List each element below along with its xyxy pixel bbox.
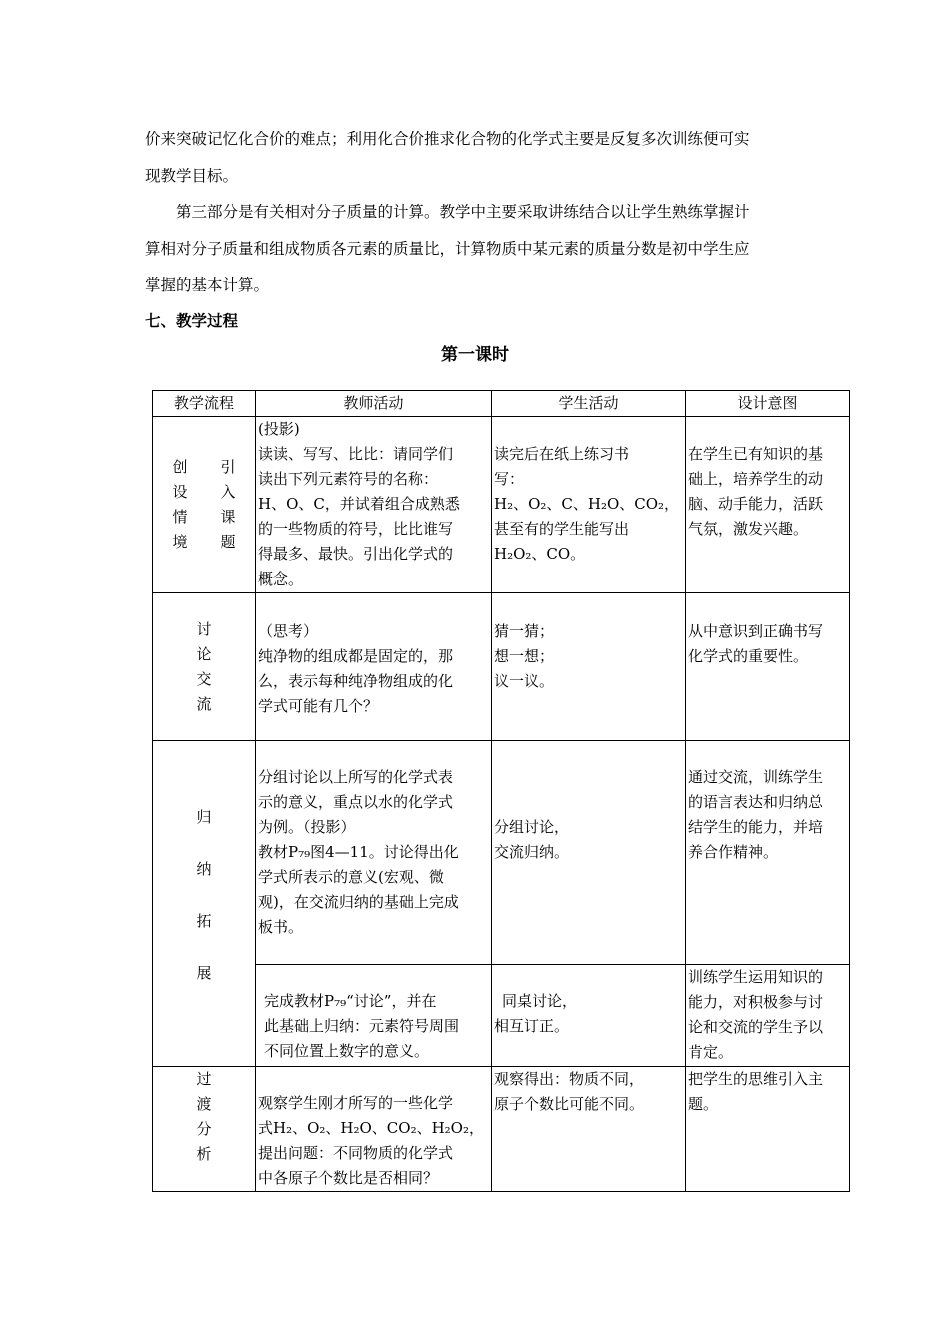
stage-cell [153, 593, 256, 741]
intro-paragraph-2 [145, 194, 815, 304]
text-line: 第三部分是有关相对分子质量的计算。教学中主要采取讲练结合以让学生熟练掌握计 [176, 203, 750, 221]
stage-label: 过 渡 分 析 [196, 1070, 212, 1163]
intro-paragraph-1 [145, 121, 815, 194]
header-cell: 设计意图 [686, 391, 850, 417]
stage-cell [153, 741, 256, 1067]
lesson-table [152, 390, 850, 1192]
design-intent-cell: 训练学生运用知识的 能力，对积极参与讨 论和交流的学生予以 肯定。 [686, 965, 850, 1067]
text-line: 掌握的基本计算。 [145, 276, 270, 294]
stage-label: 讨 论 交 流 [196, 619, 212, 713]
header-cell: 教学流程 [153, 391, 256, 417]
stage-label: 归 纳 拓 展 [196, 808, 212, 982]
text-line: 价来突破记忆化合价的难点；利用化合价推求化合物的化学式主要是反复多次训练便可实 [145, 130, 750, 148]
student-activity-cell: 分组讨论， 交流归纳。 [492, 741, 686, 965]
design-intent-cell: 把学生的思维引入主 题。 [686, 1067, 850, 1192]
teacher-activity-cell: 完成教材P₇₉“讨论”，并在 此基础上归纳：元素符号周围 不同位置上数字的意义。 [256, 965, 492, 1067]
student-activity-cell: 读完后在纸上练习书 写： H₂、O₂、C、H₂O、CO₂， 甚至有的学生能写出 H₂O₂、CO。 [492, 417, 686, 593]
header-cell: 教师活动 [256, 391, 492, 417]
stage-cell [153, 1067, 256, 1192]
design-intent-cell: 在学生已有知识的基 础上，培养学生的动 脑、动手能力，活跃 气氛，激发兴趣。 [686, 417, 850, 593]
stage-cell [153, 417, 256, 593]
lesson-title: 第一课时 [441, 345, 509, 365]
teacher-activity-cell: (投影) 读读、写写、比比：请同学们 读出下列元素符号的名称： H、O、C，并试着组合成熟悉 的一些物质的符号，比比谁写 得最多、最快。引出化学式的 概念。 [256, 417, 492, 593]
design-intent-cell: 从中意识到正确书写 化学式的重要性。 [686, 593, 850, 741]
table-row [153, 741, 850, 965]
stage-label: 创 引 设 入 情 课 境 题 [172, 457, 236, 551]
student-activity-cell: 猜一猜； 想一想； 议一议。 [492, 593, 686, 741]
student-activity-cell: 观察得出：物质不同， 原子个数比可能不同。 [492, 1067, 686, 1192]
text-line: 算相对分子质量和组成物质各元素的质量比，计算物质中某元素的质量分数是初中学生应 [145, 239, 750, 258]
teacher-activity-cell: （思考） 纯净物的组成都是固定的，那 么，表示每种纯净物组成的化 学式可能有几个？ [256, 593, 492, 741]
design-intent-cell: 通过交流，训练学生 的语言表达和归纳总 结学生的能力，并培 养合作精神。 [686, 741, 850, 965]
table-row [153, 593, 850, 741]
teacher-activity-cell: 观察学生刚才所写的一些化学 式H₂、O₂、H₂O、CO₂、H₂O₂， 提出问题：不同物质的化学式 中各原子个数比是否相同？ [256, 1067, 492, 1192]
text-line: 现教学目标。 [145, 166, 239, 185]
table-row [153, 417, 850, 593]
teacher-activity-cell: 分组讨论以上所写的化学式表 示的意义，重点以水的化学式 为例。（投影） 教材P₇₉图4—11。讨论得出化 学式所表示的意义(宏观、微 观)，在交流归纳的基础上完成 板书。 [256, 741, 492, 965]
student-activity-cell: 同桌讨论， 相互订正。 [492, 965, 686, 1067]
table-row [153, 965, 850, 1067]
table-header-row [153, 391, 850, 417]
header-cell: 学生活动 [492, 391, 686, 417]
section-heading: 七、教学过程 [145, 311, 239, 330]
table-row [153, 1067, 850, 1192]
